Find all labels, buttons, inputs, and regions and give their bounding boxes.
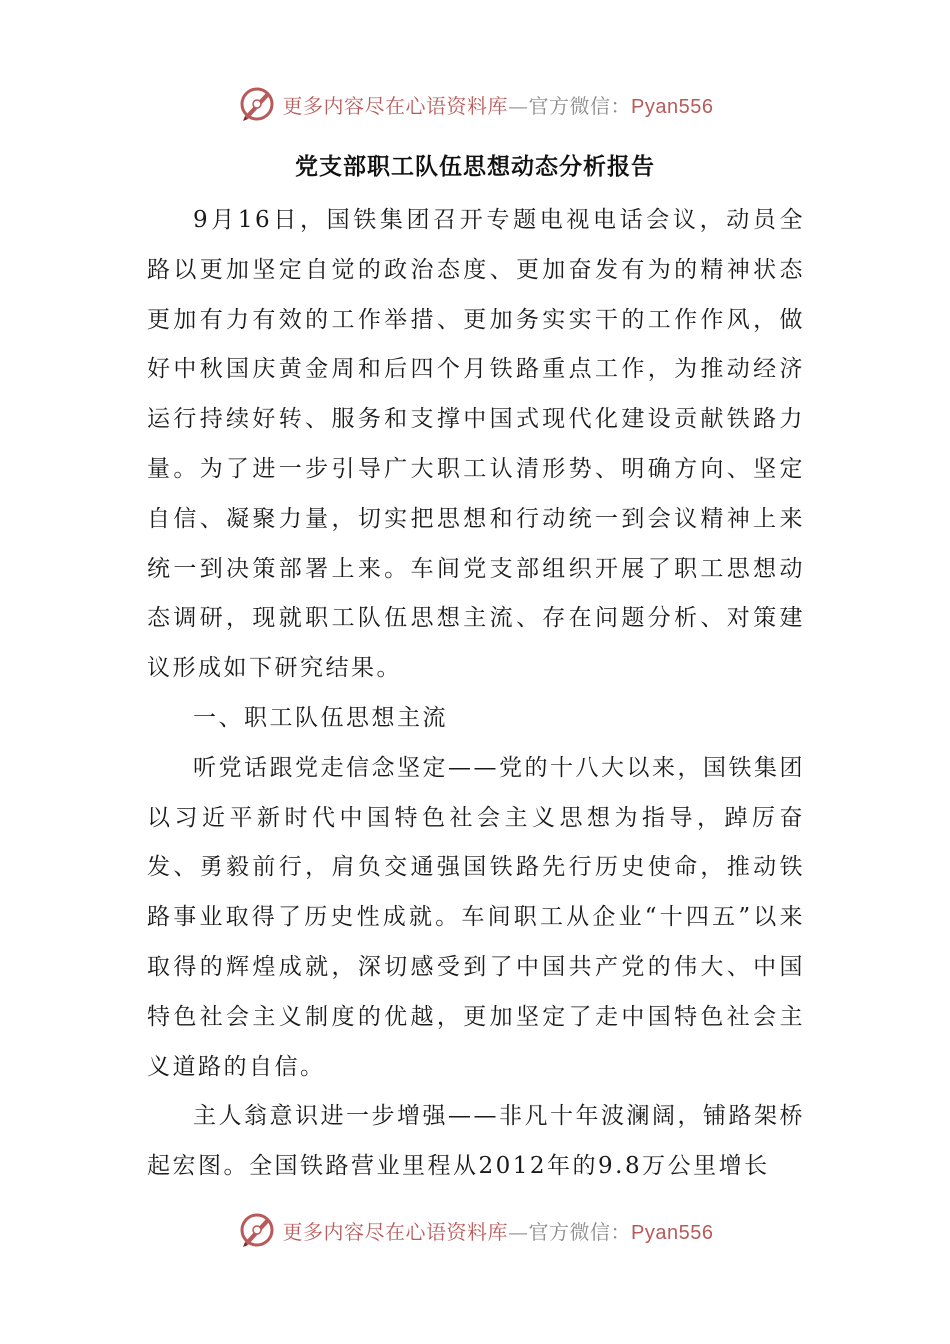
banner-official-label: 官方微信： (528, 1219, 632, 1244)
paragraph-belief: 听党话跟党走信念坚定——党的十八大以来，国铁集团以习近平新时代中国特色社会主义思想为指导，踔厉奋发、勇毅前行，肩负交通强国铁路先行历史使命，推动铁路事业取得了历史性成就。车间职工从企业“十四五”以来取得的辉煌成就，深切感受到了中国共产党的伟大、中国特色社会主义制度的优越，更加坚定了走中国特色社会主义道路的自信。 (147, 754, 805, 1080)
banner-text (283, 90, 714, 119)
banner-main-text: 更多内容尽在心语资料库 (282, 1219, 509, 1244)
banner-main-text: 更多内容尽在心语资料库 (282, 93, 509, 118)
header-banner (0, 80, 950, 128)
document-title: 党支部职工队伍思想动态分析报告 (295, 154, 655, 180)
pen-circle-logo-icon (237, 1210, 277, 1250)
banner-dash: — (508, 1219, 529, 1244)
footer-banner (0, 1206, 950, 1254)
paragraph-ownership: 主人翁意识进一步增强——非凡十年波澜阔，铺路架桥起宏图。全国铁路营业里程从2012年的9.8万公里增长 (147, 1103, 805, 1180)
section-heading-1: 一、职工队伍思想主流 (193, 704, 448, 731)
banner-text (283, 1216, 714, 1245)
paragraph-intro: 9月16日，国铁集团召开专题电视电话会议，动员全路以更加坚定自觉的政治态度、更加奋发有为的精神状态更加有力有效的工作举措、更加务实实干的工作作风，做好中秋国庆黄金周和后四个月铁路重点工作，为推动经济运行持续好转、服务和支撑中国式现代化建设贡献铁路力量。为了进一步引导广大职工认清形势、明确方向、坚定自信、凝聚力量，切实把思想和行动统一到会议精神上来统一到决策部署上来。车间党支部组织开展了职工思想动态调研，现就职工队伍思想主流、存在问题分析、对策建议形成如下研究结果。 (147, 207, 805, 682)
pen-circle-logo-icon (237, 84, 277, 124)
banner-wechat-id: Pyan556 (631, 95, 714, 118)
document-body (147, 196, 805, 1192)
banner-official-label: 官方微信： (528, 93, 632, 118)
banner-wechat-id: Pyan556 (631, 1221, 714, 1244)
banner-dash: — (508, 93, 529, 118)
